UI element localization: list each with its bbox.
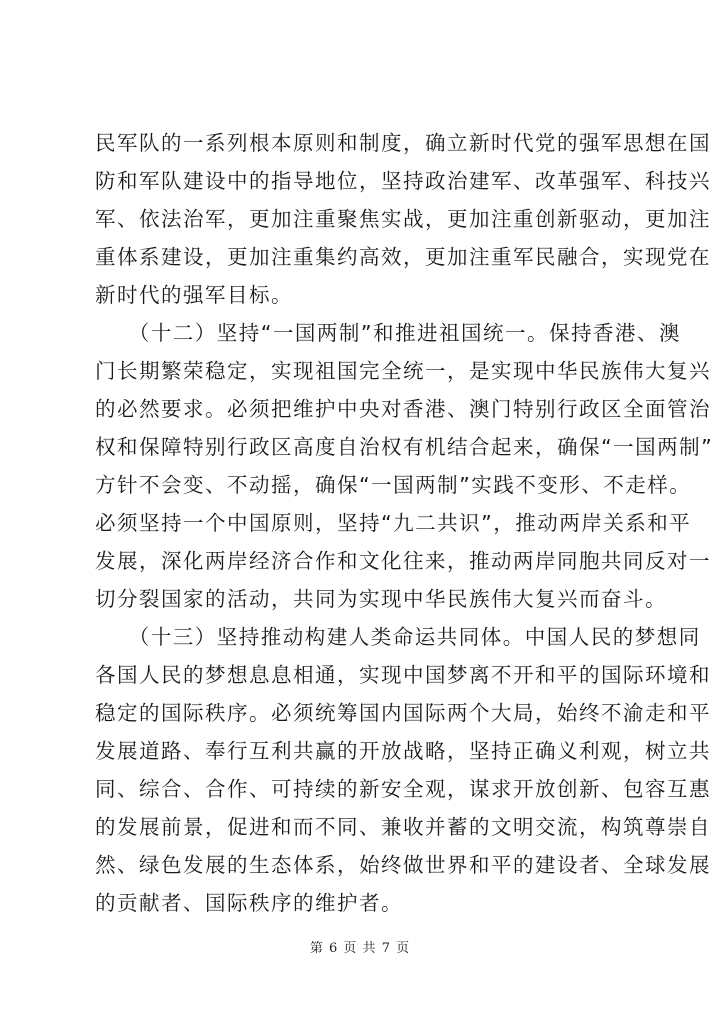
text-line: （十三）坚持推动构建人类命运共同体。中国人民的梦想同 xyxy=(95,625,701,649)
text-line: 门长期繁荣稳定，实现祖国完全统一，是实现中华民族伟大复兴 xyxy=(95,359,711,383)
text-line: 民军队的一系列根本原则和制度，确立新时代党的强军思想在国 xyxy=(95,131,711,155)
text-line: 的发展前景，促进和而不同、兼收并蓄的文明交流，构筑尊崇自 xyxy=(95,815,711,839)
text-line: 必须坚持一个中国原则，坚持“九二共识”，推动两岸关系和平 xyxy=(95,511,692,535)
text-line: 权和保障特别行政区高度自治权有机结合起来，确保“一国两制” xyxy=(95,435,714,459)
text-line: 方针不会变、不动摇，确保“一国两制”实践不变形、不走样。 xyxy=(95,473,692,497)
body-text xyxy=(95,124,714,922)
text-line: 新时代的强军目标。 xyxy=(95,283,293,307)
page-number-footer: 第 6 页 共 7 页 xyxy=(309,941,411,956)
text-line: 发展，深化两岸经济合作和文化往来，推动两岸同胞共同反对一 xyxy=(95,549,711,573)
text-line: 然、绿色发展的生态体系，始终做世界和平的建设者、全球发展 xyxy=(95,853,711,877)
text-line: 同、综合、合作、可持续的新安全观，谋求开放创新、包容互惠 xyxy=(95,777,711,801)
text-line: 稳定的国际秩序。必须统筹国内国际两个大局，始终不渝走和平 xyxy=(95,701,711,725)
text-line: 军、依法治军，更加注重聚焦实战，更加注重创新驱动，更加注 xyxy=(95,207,711,231)
text-line: 切分裂国家的活动，共同为实现中华民族伟大复兴而奋斗。 xyxy=(95,587,667,611)
text-line: （十二）坚持“一国两制”和推进祖国统一。保持香港、澳 xyxy=(95,321,681,345)
text-line: 各国人民的梦想息息相通，实现中国梦离不开和平的国际环境和 xyxy=(95,663,711,687)
text-line: 发展道路、奉行互利共赢的开放战略，坚持正确义利观，树立共 xyxy=(95,739,711,763)
text-line: 重体系建设，更加注重集约高效，更加注重军民融合，实现党在 xyxy=(95,245,711,269)
text-line: 的贡献者、国际秩序的维护者。 xyxy=(95,891,403,915)
text-line: 防和军队建设中的指导地位，坚持政治建军、改革强军、科技兴 xyxy=(95,169,711,193)
text-line: 的必然要求。必须把维护中央对香港、澳门特别行政区全面管治 xyxy=(95,397,711,421)
